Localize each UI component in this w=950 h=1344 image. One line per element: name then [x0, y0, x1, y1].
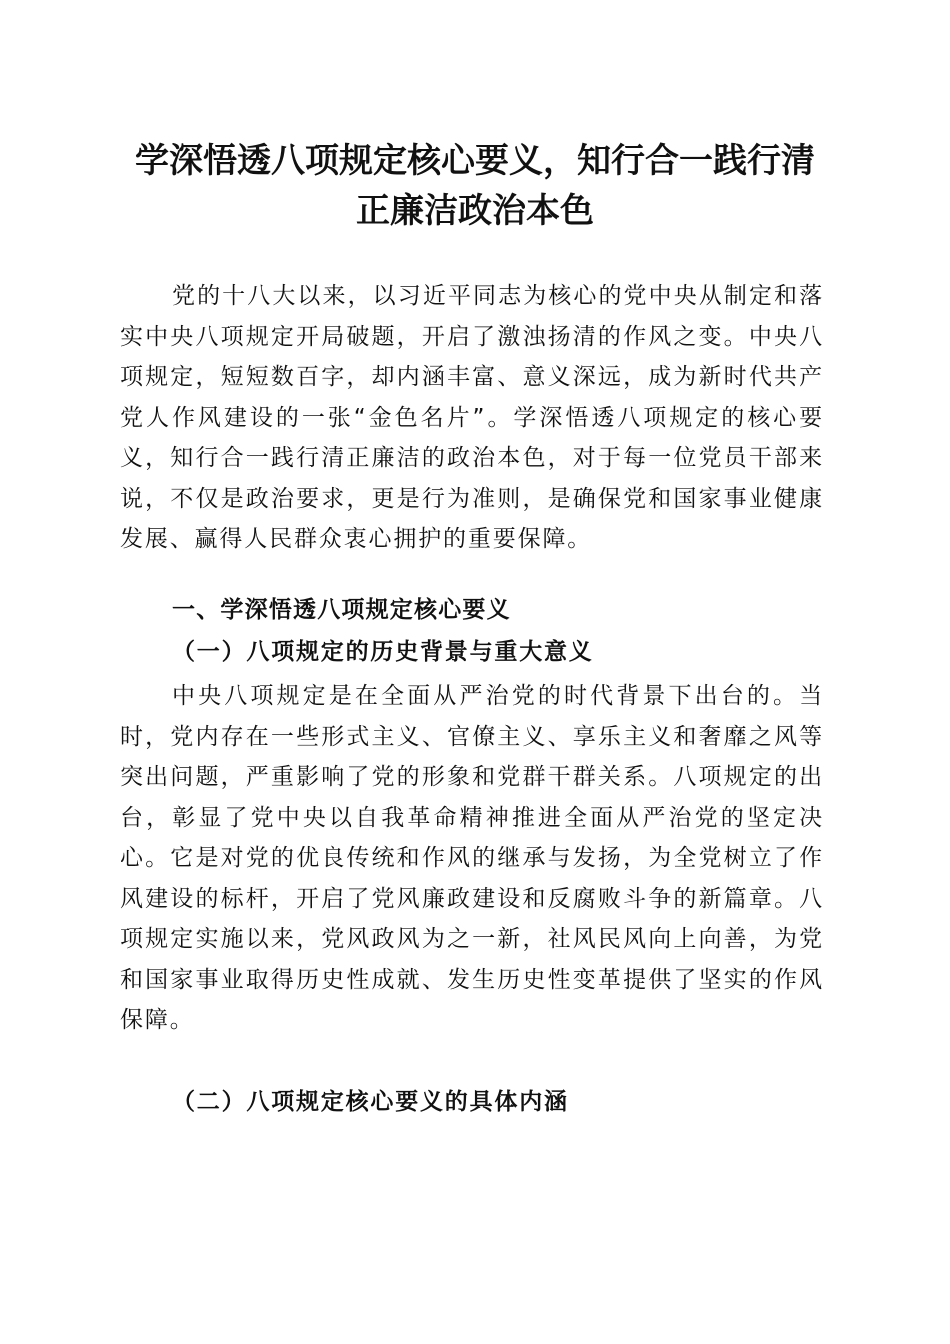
subsection-2-heading: （二）八项规定核心要义的具体内涵	[172, 1089, 569, 1115]
section-1-heading: 一、学深悟透八项规定核心要义	[172, 597, 511, 623]
subsection-1-heading: （一）八项规定的历史背景与重大意义	[172, 639, 594, 665]
document-title-line-2: 正廉洁政治本色	[356, 191, 594, 231]
document-title-line-1: 学深悟透八项规定核心要义，知行合一践行清	[135, 141, 815, 181]
intro-paragraph: 党的十八大以来，以习近平同志为核心的党中央从制定和落实中央八项规定开局破题，开启了激浊扬清的作风之变。中央八项规定，短短数百字，却内涵丰富、意义深远，成为新时代共产党人作风建设的一张“金色名片”。学深悟透八项规定的核心要义，知行合一践行清正廉洁的政治本色，对于每一位党员干部来说，不仅是政治要求，更是行为准则，是确保党和国家事业健康发展、赢得人民群众衷心拥护的重要保障。	[120, 283, 824, 552]
subsection-1-paragraph: 中央八项规定是在全面从严治党的时代背景下出台的。当时，党内存在一些形式主义、官僚主义、享乐主义和奢靡之风等突出问题，严重影响了党的形象和党群干群关系。八项规定的出台，彰显了党中央以自我革命精神推进全面从严治党的坚定决心。它是对党的优良传统和作风的继承与发扬，为全党树立了作风建设的标杆，开启了党风廉政建设和反腐败斗争的新篇章。八项规定实施以来，党风政风为之一新，社风民风向上向善，为党和国家事业取得历史性成就、发生历史性变革提供了坚实的作风保障。	[120, 683, 824, 1033]
